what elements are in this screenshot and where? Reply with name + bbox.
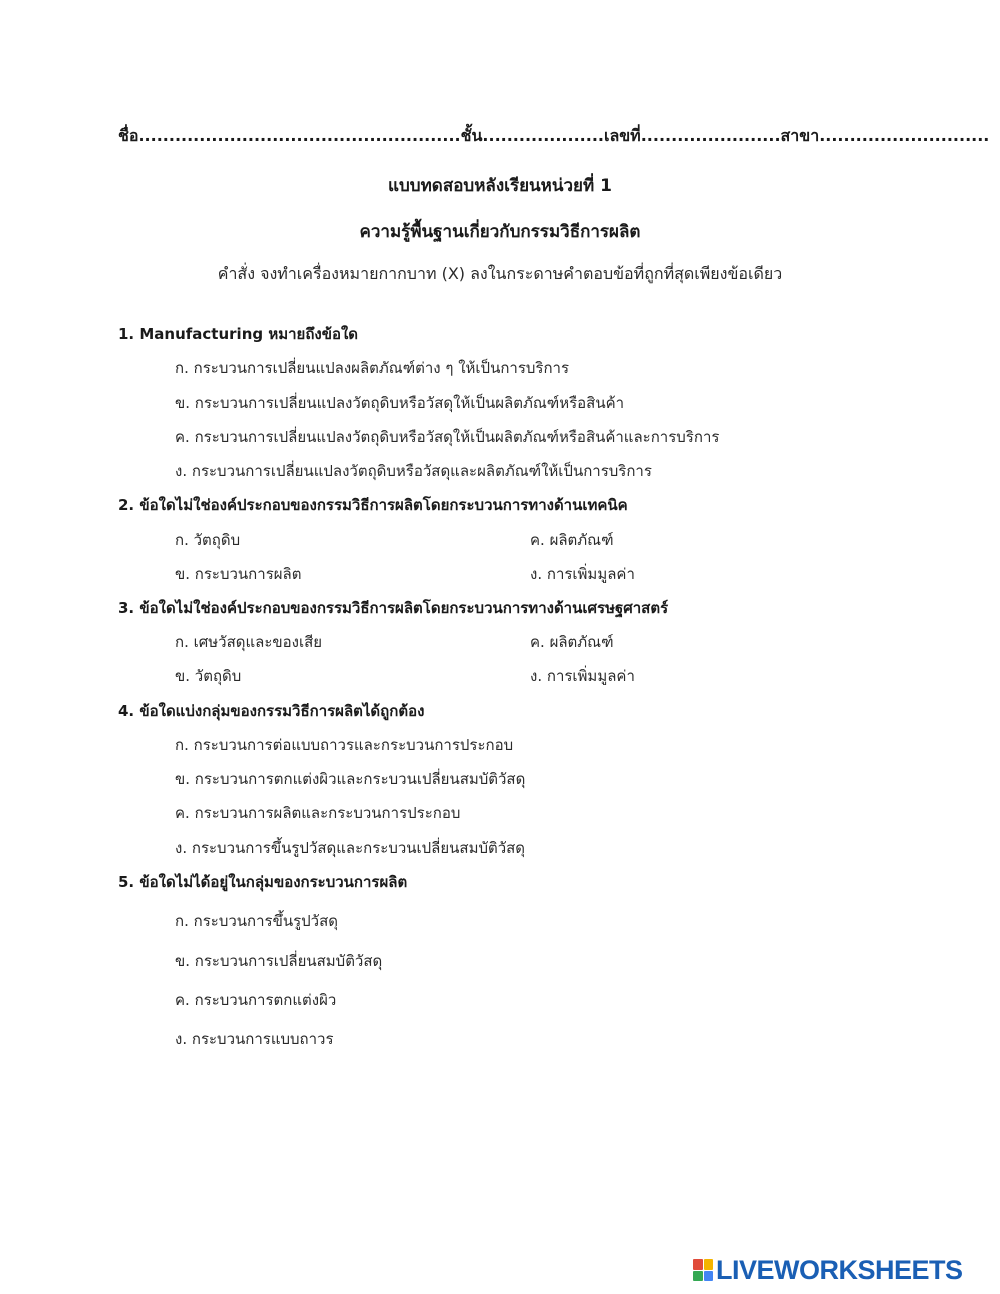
mark-tile bbox=[693, 1271, 703, 1282]
question-1-option-a[interactable]: ก. กระบวนการเปลี่ยนแปลงผลิตภัณฑ์ต่าง ๆ ให้เป็นการบริการ bbox=[175, 359, 570, 377]
question-3-option-d[interactable]: ง. การเพิ่มมูลค่า bbox=[530, 667, 635, 685]
question-4-option-b[interactable]: ข. กระบวนการตกแต่งผิวและกระบวนเปลี่ยนสมบัติวัสดุ bbox=[175, 770, 526, 788]
question-2-option-b[interactable]: ข. กระบวนการผลิต bbox=[175, 565, 302, 583]
question-4-option-c[interactable]: ค. กระบวนการผลิตและกระบวนการประกอบ bbox=[175, 804, 461, 822]
question-4: 4. ข้อใดแบ่งกลุ่มของกรรมวิธีการผลิตได้ถูกต้อง bbox=[118, 702, 425, 720]
question-5-option-d[interactable]: ง. กระบวนการแบบถาวร bbox=[175, 1030, 334, 1048]
logo-text: LIVEWORKSHEETS bbox=[716, 1254, 963, 1285]
liveworksheets-logo[interactable] bbox=[693, 1255, 993, 1285]
liveworksheets-mark-icon bbox=[693, 1259, 713, 1281]
question-1-option-c[interactable]: ค. กระบวนการเปลี่ยนแปลงวัตถุดิบหรือวัสดุให้เป็นผลิตภัณฑ์หรือสินค้าและการบริการ bbox=[175, 428, 720, 446]
question-3-option-b[interactable]: ข. วัตถุดิบ bbox=[175, 667, 242, 685]
question-3-option-a[interactable]: ก. เศษวัสดุและของเสีย bbox=[175, 633, 323, 651]
question-2-option-d[interactable]: ง. การเพิ่มมูลค่า bbox=[530, 565, 635, 583]
question-1-option-d[interactable]: ง. กระบวนการเปลี่ยนแปลงวัตถุดิบหรือวัสดุและผลิตภัณฑ์ให้เป็นการบริการ bbox=[175, 462, 652, 480]
question-4-option-d[interactable]: ง. กระบวนการขึ้นรูปวัสดุและกระบวนเปลี่ยนสมบัติวัสดุ bbox=[175, 839, 526, 857]
question-1: 1. Manufacturing หมายถึงข้อใด bbox=[118, 325, 359, 343]
mark-tile bbox=[693, 1259, 703, 1270]
question-5-option-c[interactable]: ค. กระบวนการตกแต่งผิว bbox=[175, 991, 337, 1009]
question-2: 2. ข้อใดไม่ใช่องค์ประกอบของกรรมวิธีการผลิตโดยกระบวนการทางด้านเทคนิค bbox=[118, 496, 628, 514]
question-5-option-a[interactable]: ก. กระบวนการขึ้นรูปวัสดุ bbox=[175, 912, 338, 930]
question-5: 5. ข้อใดไม่ได้อยู่ในกลุ่มของกระบวนการผลิต bbox=[118, 873, 408, 891]
question-2-option-c[interactable]: ค. ผลิตภัณฑ์ bbox=[530, 531, 614, 549]
question-3: 3. ข้อใดไม่ใช่องค์ประกอบของกรรมวิธีการผลิตโดยกระบวนการทางด้านเศรษฐศาสตร์ bbox=[118, 599, 669, 617]
mark-tile bbox=[704, 1259, 714, 1270]
subject-title: ความรู้พื้นฐานเกี่ยวกับกรรมวิธีการผลิต bbox=[359, 222, 641, 242]
test-title: แบบทดสอบหลังเรียนหน่วยที่ 1 bbox=[388, 176, 612, 196]
question-1-option-b[interactable]: ข. กระบวนการเปลี่ยนแปลงวัตถุดิบหรือวัสดุให้เป็นผลิตภัณฑ์หรือสินค้า bbox=[175, 394, 625, 412]
question-4-option-a[interactable]: ก. กระบวนการต่อแบบถาวรและกระบวนการประกอบ bbox=[175, 736, 514, 754]
instruction-text: คำสั่ง จงทำเครื่องหมายกากบาท (X) ลงในกระดาษคำตอบข้อที่ถูกที่สุดเพียงข้อเดียว bbox=[217, 264, 783, 283]
question-3-option-c[interactable]: ค. ผลิตภัณฑ์ bbox=[530, 633, 614, 651]
mark-tile bbox=[704, 1271, 714, 1282]
student-info-line: ชื่อ.....................................................ชั้น....................เลขที่.......................สาขา............................ bbox=[118, 126, 990, 145]
question-5-option-b[interactable]: ข. กระบวนการเปลี่ยนสมบัติวัสดุ bbox=[175, 952, 383, 970]
question-2-option-a[interactable]: ก. วัตถุดิบ bbox=[175, 531, 241, 549]
